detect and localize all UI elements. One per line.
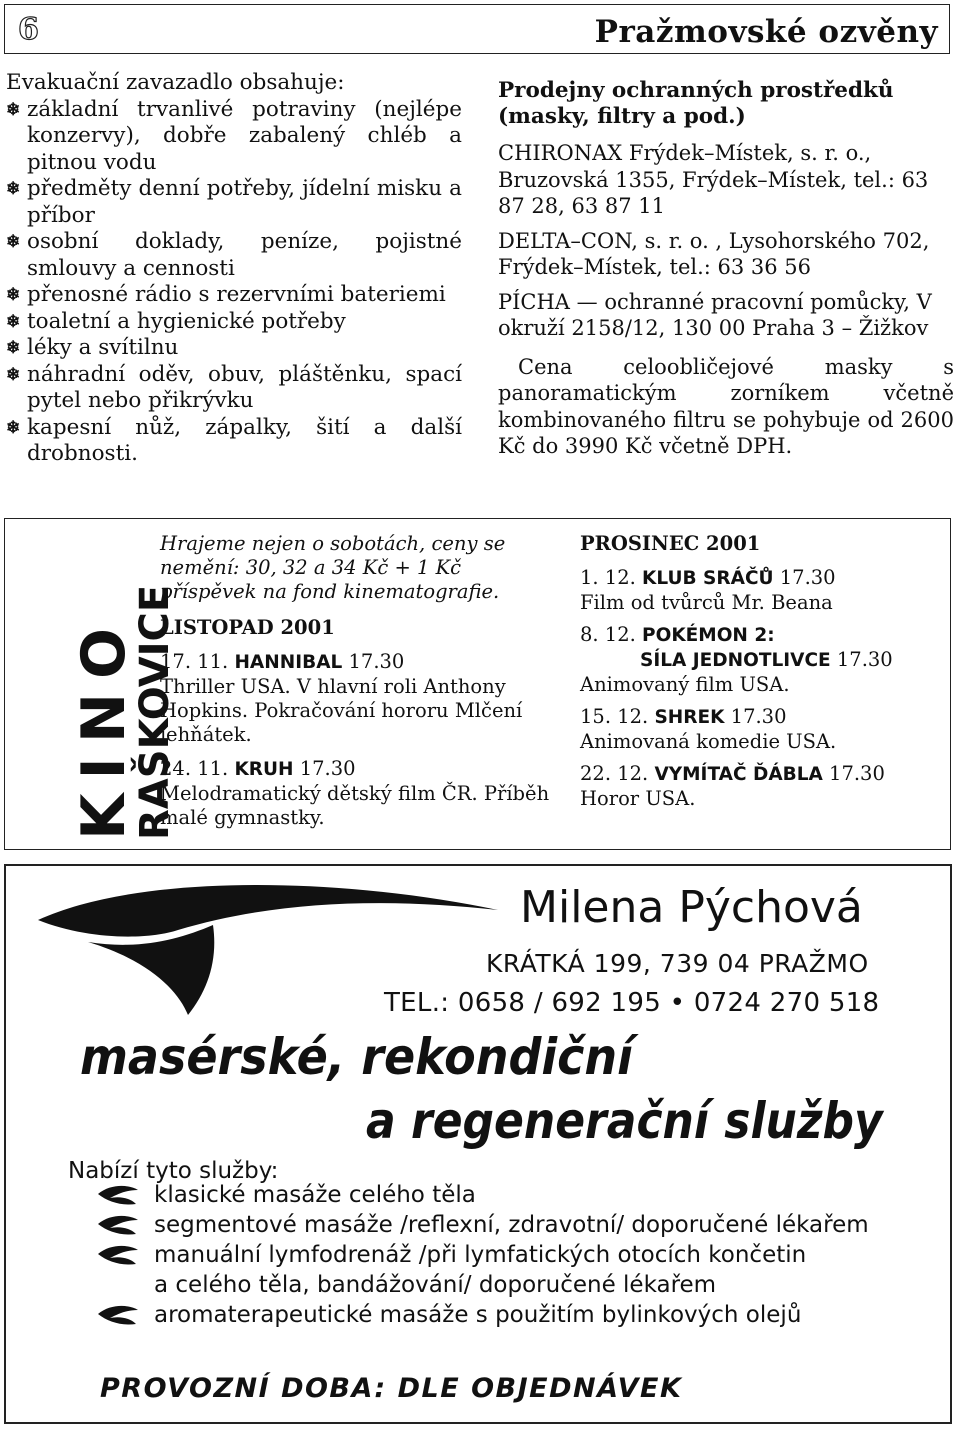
ad-services-list	[96, 1180, 896, 1330]
film-desc: Animovaný film USA.	[580, 673, 790, 696]
film-title: HANNIBAL	[234, 652, 343, 673]
snowflake-bullet-icon: ❄	[6, 364, 21, 385]
service-item: aromaterapeutické masáže s použitím bylinkových olejů	[96, 1300, 896, 1330]
evacuation-lead: Evakuační zavazadlo obsahuje:	[6, 70, 345, 95]
film-listing: 15. 12. SHREK 17.30 Animovaná komedie USA.	[580, 705, 837, 753]
list-item: ❄ základní trvanlivé potraviny (nejlépe konzervy), dobře zabalený chléb a pitnou vodu	[6, 96, 462, 175]
leaf-bullet-icon	[96, 1214, 140, 1236]
snowflake-bullet-icon: ❄	[6, 417, 21, 438]
film-title: KRUH	[234, 759, 294, 780]
ad-headline-1: masérské, rekondiční	[80, 1028, 633, 1086]
service-item: klasické masáže celého těla	[96, 1180, 896, 1210]
newsletter-title: Pražmovské ozvěny	[594, 14, 938, 50]
film-desc: Film od tvůrců Mr. Beana	[580, 591, 833, 614]
shops-heading: Prodejny ochranných prostředků (masky, filtry a pod.)	[498, 78, 894, 129]
film-listing: 22. 12. VYMÍTAČ ĎÁBLA 17.30 Horor USA.	[580, 762, 885, 810]
list-item: ❄ léky a svítilnu	[6, 335, 179, 360]
evacuation-section	[6, 70, 462, 468]
ad-offer-label: Nabízí tyto služby:	[68, 1158, 279, 1184]
snowflake-bullet-icon: ❄	[6, 285, 21, 305]
kino-december	[580, 532, 950, 819]
service-item-continued: a celého těla, bandážování/ doporučené lékařem	[154, 1272, 717, 1298]
ad-address: KRÁTKÁ 199, 739 04 PRAŽMO	[486, 949, 869, 978]
film-title: VYMÍTAČ ĎÁBLA	[654, 764, 823, 785]
film-listing: 8. 12. POKÉMON 2: SÍLA JEDNOTLIVCE 17.30 Animovaný film USA.	[580, 623, 893, 696]
list-item: ❄ kapesní nůž, zápalky, šití a další drobnosti.	[6, 414, 462, 466]
snowflake-bullet-icon: ❄	[6, 338, 21, 358]
film-listing: 1. 12. KLUB SRÁČŮ 17.30 Film od tvůrců Mr. Beana	[580, 566, 836, 614]
film-desc: Animovaná komedie USA.	[580, 730, 837, 753]
kino-intro: Hrajeme nejen o sobotách, ceny se nemění: 30, 32 a 34 Kč + 1 Kč příspěvek na fond kinematografie.	[160, 532, 506, 603]
film-listing: 24. 11. KRUH 17.30 Melodramatický dětský film ČR. Příběh malé gymnastky.	[160, 757, 550, 829]
ad-name: Milena Pýchová	[520, 882, 863, 933]
snowflake-bullet-icon: ❄	[6, 179, 21, 199]
kino-place: RAŠKOVICE	[132, 584, 178, 840]
leaf-bullet-icon	[96, 1184, 140, 1206]
snowflake-bullet-icon: ❄	[6, 232, 21, 252]
ad-phone: TEL.: 0658 / 692 195 • 0724 270 518	[384, 988, 880, 1018]
page-number: 6	[18, 12, 39, 47]
film-desc: Horor USA.	[580, 787, 696, 810]
month-heading: PROSINEC 2001	[580, 532, 761, 555]
snowflake-bullet-icon: ❄	[6, 99, 21, 120]
list-item: ❄ přenosné rádio s rezervními bateriemi	[6, 282, 446, 307]
kino-vertical-title	[14, 530, 178, 840]
kino-title: KINO	[69, 613, 139, 840]
leaf-bullet-icon	[96, 1244, 140, 1266]
shops-section	[498, 78, 954, 468]
film-desc: Thriller USA. V hlavní roli Anthony Hopkins. Pokračování hororu Mlčení jehňátek.	[160, 675, 523, 746]
leaf-bullet-icon	[96, 1304, 140, 1326]
shop-entry: CHIRONAX Frýdek–Místek, s. r. o., Bruzovská 1355, Frýdek–Místek, tel.: 63 87 28, 63 87 11	[498, 141, 929, 218]
snowflake-bullet-icon: ❄	[6, 311, 21, 332]
film-title-line2: SÍLA JEDNOTLIVCE	[640, 650, 831, 671]
price-note: Cena celoobličejové masky s panoramatickým zorníkem včetně kombinovaného filtru se pohybuje od 2600 Kč do 3990 Kč včetně DPH.	[498, 354, 954, 458]
month-heading: LISTOPAD 2001	[160, 616, 335, 639]
evacuation-list	[6, 97, 462, 468]
ad-opening-hours: PROVOZNÍ DOBA: DLE OBJEDNÁVEK	[100, 1373, 683, 1404]
film-title: KLUB SRÁČŮ	[642, 568, 774, 589]
list-item: ❄ toaletní a hygienické potřeby	[6, 308, 346, 334]
list-item: ❄ předměty denní potřeby, jídelní misku a příbor	[6, 176, 462, 228]
film-listing: 17. 11. HANNIBAL 17.30 Thriller USA. V hlavní roli Anthony Hopkins. Pokračování hororu Mlčení jehňátek.	[160, 650, 523, 746]
shop-entry: PÍCHA — ochranné pracovní pomůcky, V okruží 2158/12, 130 00 Praha 3 – Žižkov	[498, 289, 932, 340]
service-item: segmentové masáže /reflexní, zdravotní/ doporučené lékařem	[96, 1210, 896, 1240]
list-item: ❄ osobní doklady, peníze, pojistné smlouvy a cennosti	[6, 229, 462, 281]
film-desc: Melodramatický dětský film ČR. Příběh malé gymnastky.	[160, 782, 550, 829]
ad-headline-2: a regenerační služby	[366, 1092, 883, 1150]
service-item: manuální lymfodrenáž /při lymfatických otocích končetin	[96, 1240, 896, 1270]
list-item: ❄ náhradní oděv, obuv, pláštěnku, spací pytel nebo přikrývku	[6, 361, 462, 413]
kino-november	[160, 532, 560, 840]
film-title: POKÉMON 2:	[642, 625, 775, 646]
shop-entry: DELTA–CON, s. r. o. , Lysohorského 702, Frýdek–Místek, tel.: 63 36 56	[498, 228, 930, 279]
film-title: SHREK	[654, 707, 725, 728]
